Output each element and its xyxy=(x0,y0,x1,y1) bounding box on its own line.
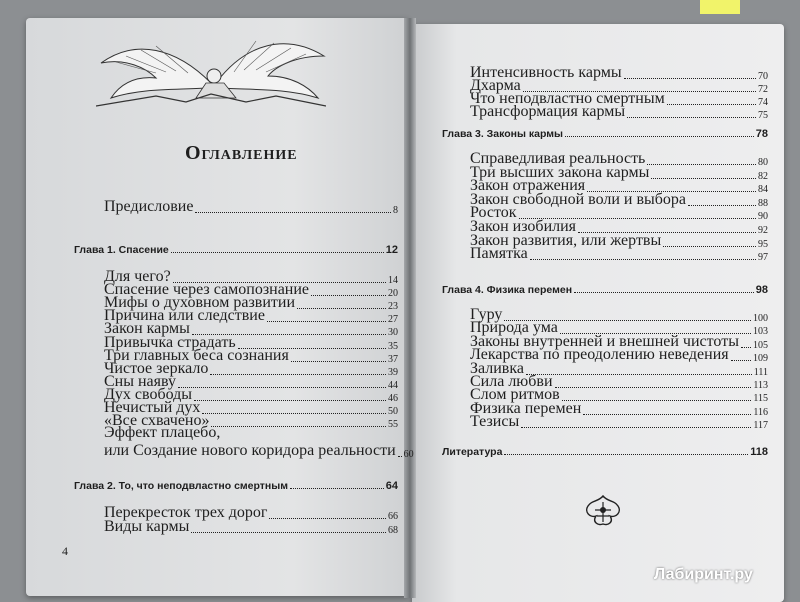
toc-row-preface: Предисловие 8 xyxy=(104,198,398,216)
toc-label: Справедливая реальность xyxy=(470,150,646,167)
toc-label: Трансформация кармы xyxy=(470,103,626,120)
toc-page-number: 82 xyxy=(758,170,768,182)
toc-label: Заливка xyxy=(470,359,524,377)
toc-label: Дух свободы xyxy=(104,385,193,403)
toc-label: Закон развития, или жертвы xyxy=(470,231,662,249)
toc-page-number: 14 xyxy=(388,275,398,286)
toc-page-number: 80 xyxy=(758,157,768,168)
toc-page-number: 109 xyxy=(753,353,768,365)
angel-illustration xyxy=(96,28,326,108)
toc-label: «Все схвачено» xyxy=(104,412,210,430)
toc-page-number: 23 xyxy=(388,301,398,313)
toc-page-number: 37 xyxy=(388,353,398,365)
toc-label: Закон изобилия xyxy=(470,218,577,235)
toc-row xyxy=(470,413,768,431)
toc-label: Интенсивность кармы xyxy=(470,64,622,81)
toc-label: Тезисы xyxy=(470,413,520,431)
toc-page-number: 20 xyxy=(388,288,398,300)
toc-label: Чистое зеркало xyxy=(104,359,209,377)
toc-page-number: 66 xyxy=(388,511,398,522)
toc-page-number: 35 xyxy=(388,340,398,352)
toc-page-number: 90 xyxy=(758,211,768,223)
toc-page-number: 111 xyxy=(753,366,768,378)
toc-label: Причина или следствие xyxy=(104,307,265,325)
toc-label: Нечистый дух xyxy=(104,399,201,416)
toc-row-placebo: Эффект плацебо, или Создание нового коридора реальности 60 xyxy=(104,424,414,460)
toc-chapter-1: Глава 1. Спасение 12 xyxy=(74,244,398,256)
toc-page-number: 70 xyxy=(758,71,768,82)
toc-page-number: 103 xyxy=(753,326,768,338)
toc-page-number: 72 xyxy=(758,84,768,95)
toc-chapter-3: Глава 3. Законы кармы 78 xyxy=(442,128,768,140)
toc-page-number: 92 xyxy=(758,225,768,236)
toc-label: Закон кармы xyxy=(104,320,190,338)
toc-page-number: 55 xyxy=(388,419,398,431)
watermark-logo: Лабиринт.ру xyxy=(654,566,753,583)
toc-page-number: 100 xyxy=(753,313,768,324)
toc-page-number: 27 xyxy=(388,314,398,326)
toc-label: Три главных беса сознания xyxy=(104,346,289,364)
toc-page-number: 75 xyxy=(758,110,768,121)
bookmark-tab xyxy=(700,0,740,14)
toc-label: Дхарма xyxy=(470,77,521,94)
toc-page-number: 117 xyxy=(753,420,768,432)
toc-chapter-2: Глава 2. То, что неподвластно смертным 64 xyxy=(74,480,398,492)
toc-label: Росток xyxy=(470,204,517,222)
toc-page-number: 97 xyxy=(758,252,768,264)
toc-page-number: 50 xyxy=(388,406,398,417)
toc-label: Сила любви xyxy=(470,373,553,390)
toc-page-number: 84 xyxy=(758,184,768,196)
toc-page-number: 115 xyxy=(753,393,768,405)
toc-row xyxy=(104,518,398,536)
toc-label: Перекресток трех дорог xyxy=(104,504,268,521)
toc-label: Мифы о духовном развитии xyxy=(104,294,296,312)
toc-label: Памятка xyxy=(470,245,528,263)
toc-page-number: 116 xyxy=(753,406,768,418)
toc-label: Физика перемен xyxy=(470,399,582,417)
ornament-icon xyxy=(578,494,628,528)
toc-page-number: 30 xyxy=(388,327,398,339)
toc-label: Гуру xyxy=(470,306,503,323)
toc-label: Закон отражения xyxy=(470,177,586,195)
toc-label: Природа ума xyxy=(470,319,558,337)
toc-page-number: 95 xyxy=(758,238,768,250)
toc-page-number: 105 xyxy=(753,339,768,351)
toc-label: Закон свободной воли и выбора xyxy=(470,190,687,208)
toc-page-number: 113 xyxy=(753,380,768,391)
toc-page-number: 39 xyxy=(388,366,398,378)
toc-page-number: 74 xyxy=(758,97,768,108)
page-number: 4 xyxy=(62,544,68,558)
toc-label: Привычка страдать xyxy=(104,333,236,351)
toc-label: Законы внутренней и внешней чистоты xyxy=(470,332,739,350)
toc-label: Лекарства по преодолению неведения xyxy=(470,346,729,364)
page-title: Оглавление xyxy=(185,142,298,164)
toc-label: Слом ритмов xyxy=(470,386,560,404)
toc-label: Виды кармы xyxy=(104,517,190,535)
toc-chapter-4: Глава 4. Физика перемен 98 xyxy=(442,284,768,296)
toc-page-number: 88 xyxy=(758,197,768,209)
toc-row xyxy=(470,103,768,121)
toc-page-number: 68 xyxy=(388,524,398,536)
toc-row xyxy=(470,245,768,263)
toc-label: Сны наяву xyxy=(104,372,177,390)
toc-label: Что неподвластно смертным xyxy=(470,90,665,107)
book-gutter xyxy=(404,18,416,598)
toc-label: Три высших закона кармы xyxy=(470,163,650,181)
toc-literature: Литература 118 xyxy=(442,446,768,458)
toc-page-number: 44 xyxy=(388,379,398,391)
toc-label: Для чего? xyxy=(104,268,171,285)
toc-page-number: 46 xyxy=(388,392,398,404)
toc-label: Спасение через самопознание xyxy=(104,281,310,299)
